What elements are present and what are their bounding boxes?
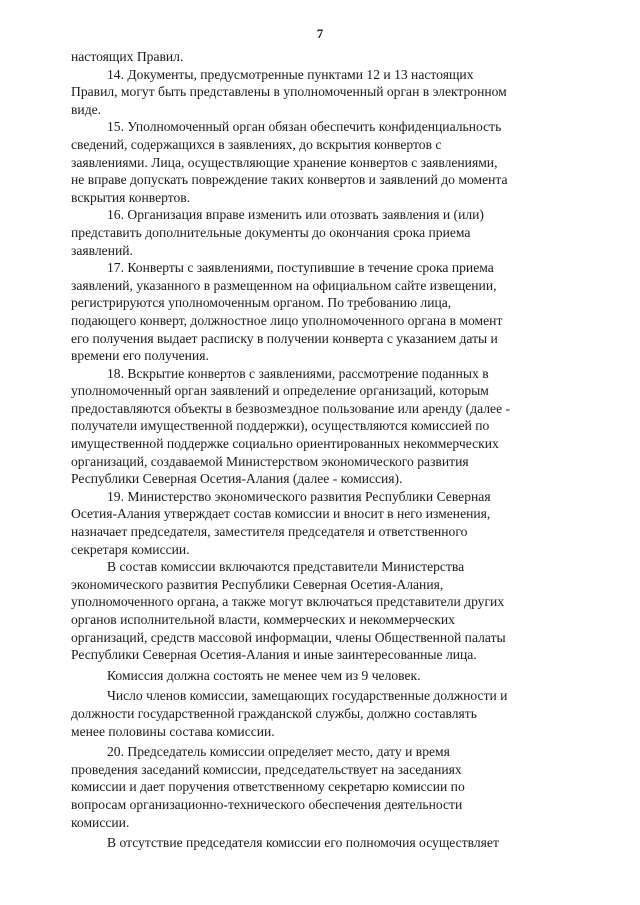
paragraph: 15. Уполномоченный орган обязан обеспечить конфиденциальность сведений, содержащихся в заявлениях, до вскрытия конвертов с заявлениями. Лица, осуществляющие хранение конвертов с заявлениями, не вправе допускать повреждение таких конвертов и заявлений до момента вскрытия конвертов. — [71, 119, 508, 205]
paragraph: 18. Вскрытие конвертов с заявлениями, рассмотрение поданных в уполномоченный орган заявлений и определение организаций, которым предоставляются объекты в безвозмездное пользование или аренду (далее - получатели имущественной поддержки), осуществляются комиссией по имущественной поддержке социально ориентированных некоммерческих организаций, создаваемой Министерством экономического развития Республики Северная Осетия-Алания (далее - комиссия). — [71, 365, 511, 487]
page-number: 7 — [316, 26, 324, 41]
paragraph: 16. Организация вправе изменить или отозвать заявления и (или) представить дополнительные документы до окончания срока приема заявлений. — [71, 207, 484, 258]
document-body — [71, 48, 560, 852]
paragraph: 19. Министерство экономического развития Республики Северная Осетия-Алания утверждает состав комиссии и вносит в него изменения, назначает председателя, заместителя председателя и ответственного секретаря комиссии. — [71, 488, 491, 557]
paragraph: 14. Документы, предусмотренные пунктами 12 и 13 настоящих Правил, могут быть представлены в уполномоченный орган в электронном виде. — [71, 66, 507, 117]
paragraph: Комиссия должна состоять не менее чем из 9 человек. — [107, 667, 421, 683]
paragraph: 20. Председатель комиссии определяет место, дату и время проведения заседаний комиссии, председательствует на заседаниях комиссии и дает поручения ответственному секретарю комиссии по вопросам организационно-технического обеспечения деятельности комиссии. — [71, 744, 465, 830]
paragraph: Число членов комиссии, замещающих государственные должности и должности государственной гражданской службы, должно составлять менее половины состава комиссии. — [71, 688, 508, 739]
paragraph: В отсутствие председателя комиссии его полномочия осуществляет — [107, 835, 499, 851]
paragraph: В состав комиссии включаются представители Министерства экономического развития Республики Северная Осетия-Алания, уполномоченного органа, а также могут включаться представители других органов исполнительной власти, коммерческих и некоммерческих организаций, средств массовой информации, члены Общественной палаты Республики Северная Осетия-Алания и иные заинтересованные лица. — [71, 559, 506, 663]
paragraph: 17. Конверты с заявлениями, поступившие в течение срока приема заявлений, указанного в размещенном на официальном сайте извещении, регистрируются уполномоченным органом. По требованию лица, подающего конверт, должностное лицо уполномоченного органа в момент его получения выдает расписку в получении конверта с указанием даты и времени его получения. — [71, 260, 503, 364]
paragraph: настоящих Правил. — [71, 49, 184, 64]
